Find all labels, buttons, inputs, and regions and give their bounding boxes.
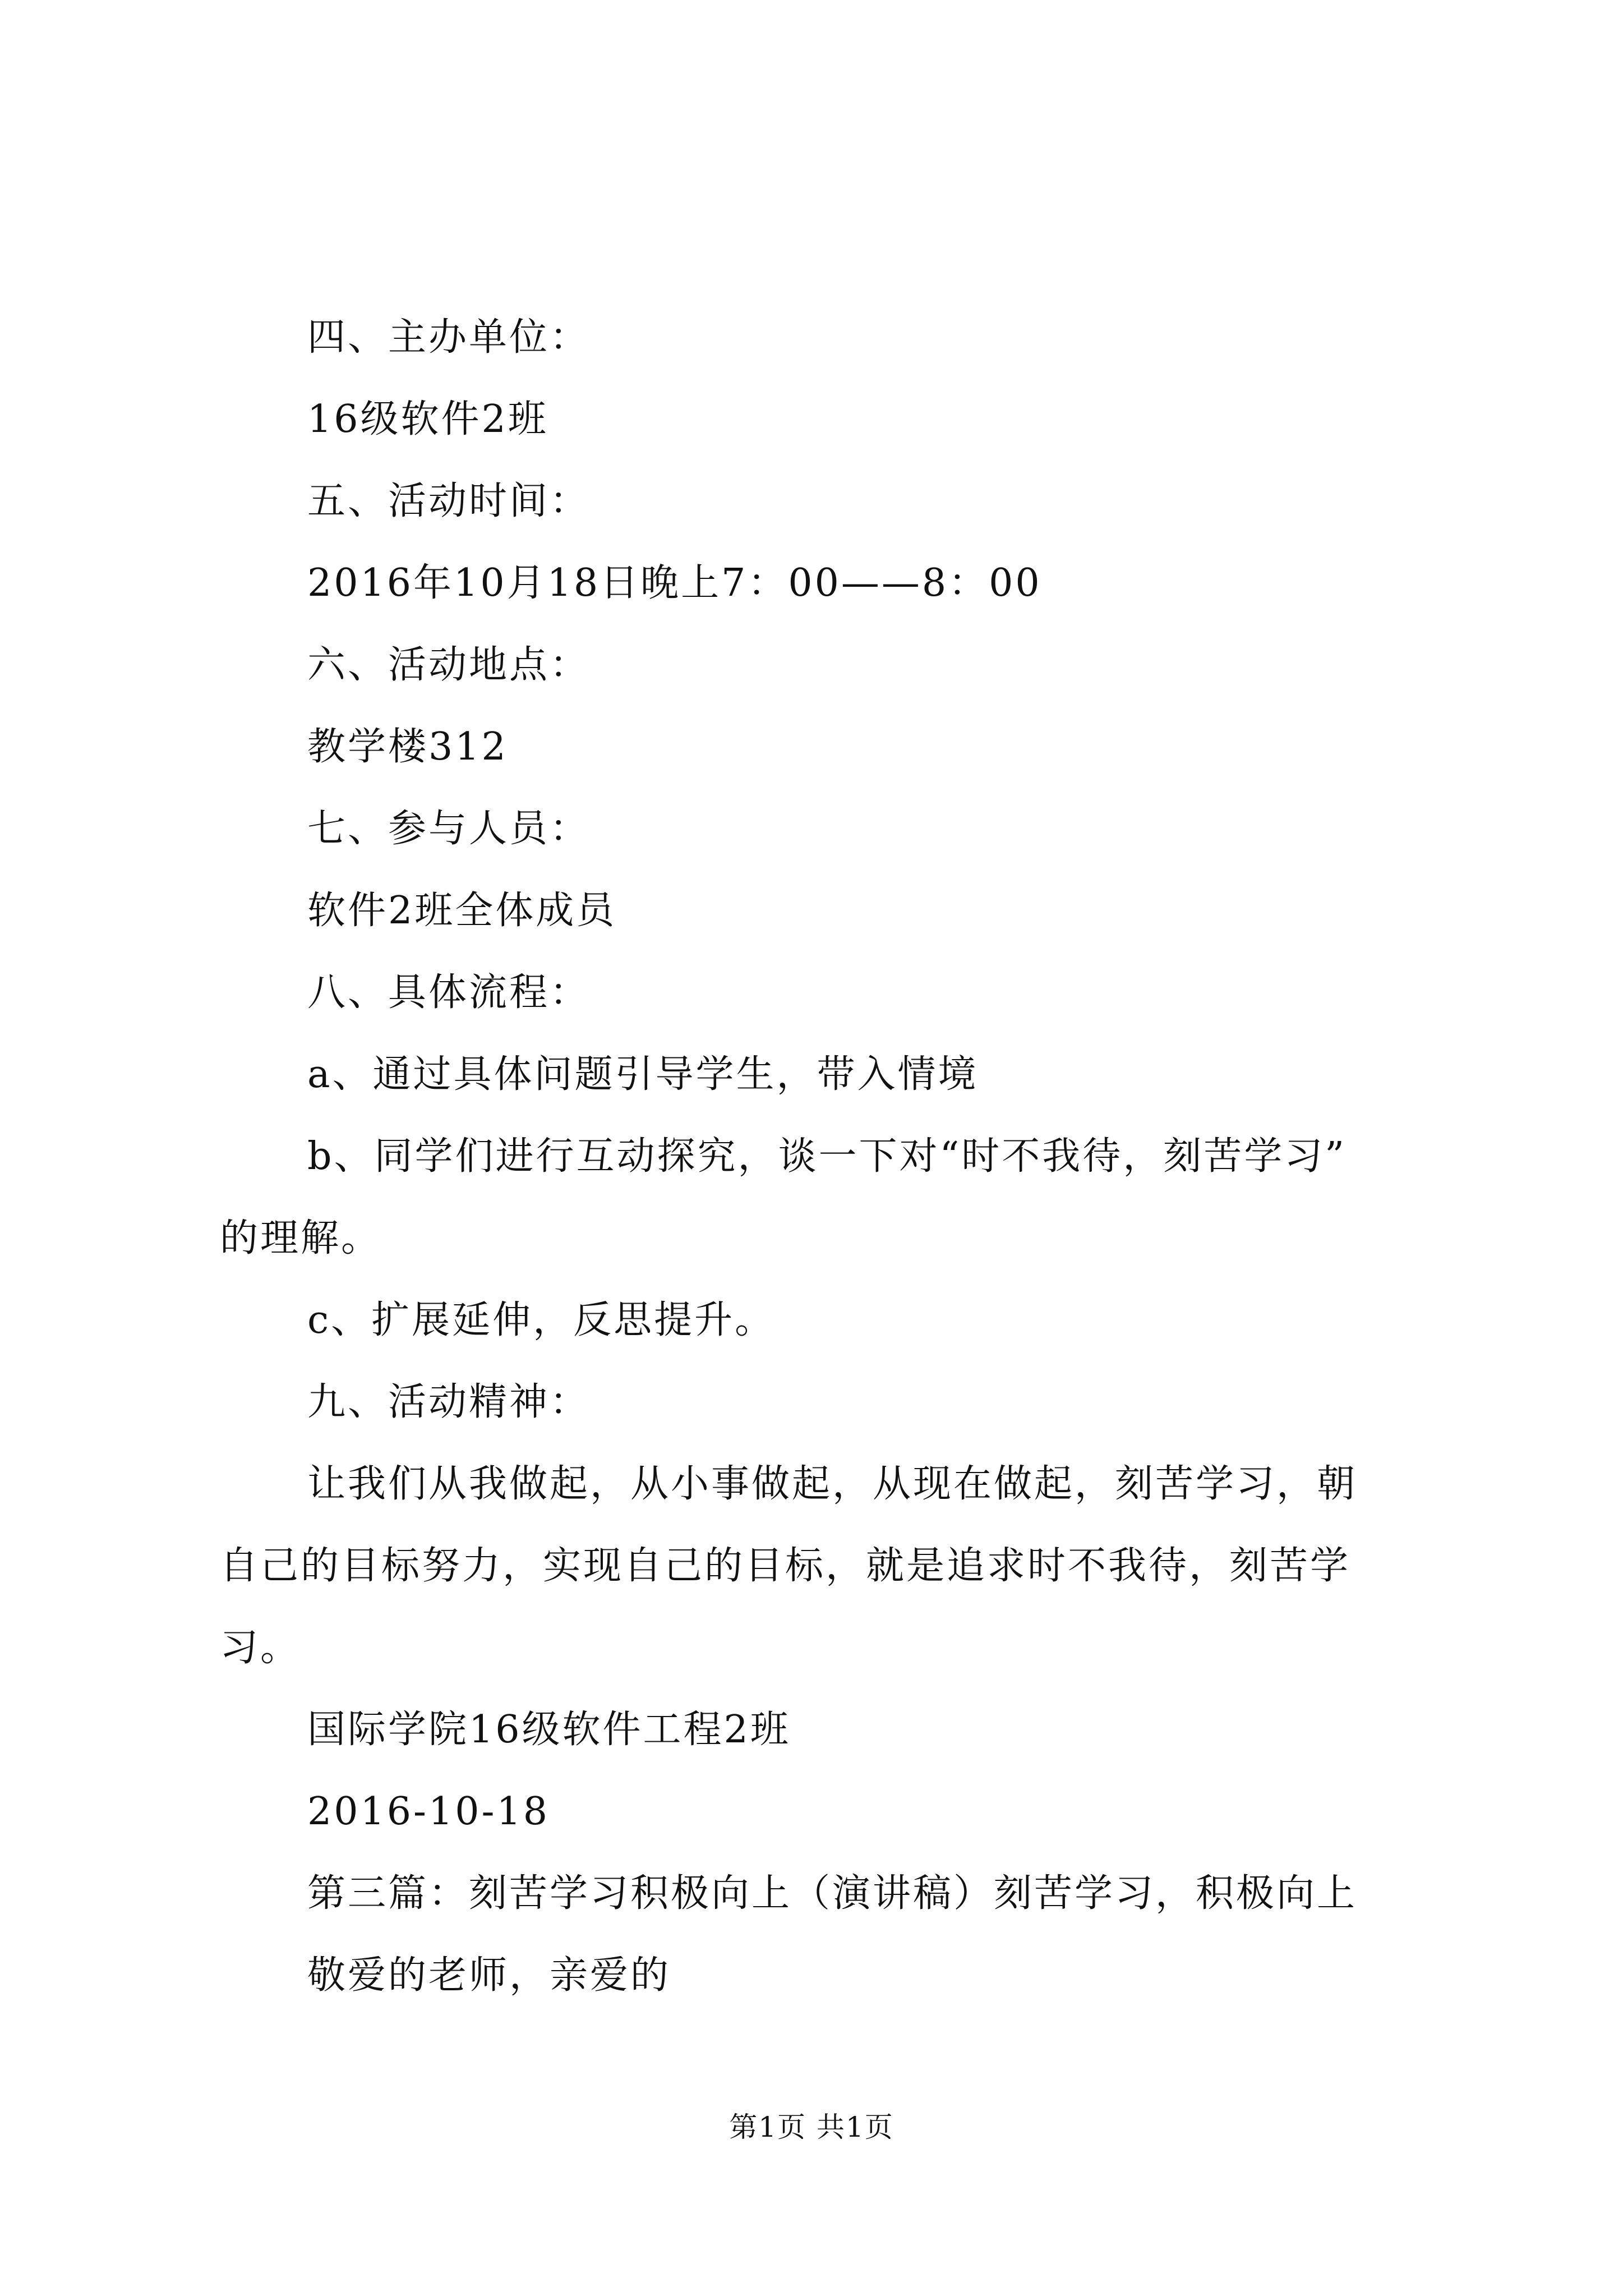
paragraph-location: 教学楼312: [307, 725, 508, 769]
process-step-c: c、扩展延伸，反思提升。: [307, 1298, 776, 1342]
section-heading-organizer: 四、主办单位：: [307, 315, 591, 360]
section-heading-process: 八、具体流程：: [307, 970, 591, 1015]
spirit-paragraph-line-3: 习。: [220, 1626, 301, 1670]
paragraph-participants: 软件2班全体成员: [307, 889, 617, 933]
section-heading-time: 五、活动时间：: [307, 479, 591, 523]
section-heading-participants: 七、参与人员：: [307, 807, 591, 851]
paragraph-time: 2016年10月18日晚上7：00——8：00: [307, 561, 1042, 605]
process-step-b-continued: 的理解。: [220, 1216, 382, 1260]
process-step-a: a、通过具体问题引导学生，带入情境: [307, 1052, 979, 1097]
spirit-paragraph-line-2: 自己的目标努力，实现自己的目标，就是追求时不我待，刻苦学: [220, 1544, 1351, 1588]
paragraph-organizer: 16级软件2班: [307, 397, 548, 441]
third-article-title: 第三篇：刻苦学习积极向上（演讲稿）刻苦学习，积极向上: [307, 1871, 1358, 1916]
third-article-greeting: 敬爱的老师，亲爱的: [307, 1953, 671, 1998]
page-footer: 第1页 共1页: [729, 2111, 894, 2143]
section-heading-spirit: 九、活动精神：: [307, 1380, 591, 1424]
process-step-b: b、同学们进行互动探究，谈一下对“时不我待，刻苦学习”: [307, 1134, 1347, 1179]
signature-class: 国际学院16级软件工程2班: [307, 1708, 791, 1752]
signature-date: 2016-10-18: [307, 1789, 550, 1834]
section-heading-location: 六、活动地点：: [307, 643, 591, 687]
spirit-paragraph-line-1: 让我们从我做起，从小事做起，从现在做起，刻苦学习，朝: [307, 1462, 1358, 1506]
